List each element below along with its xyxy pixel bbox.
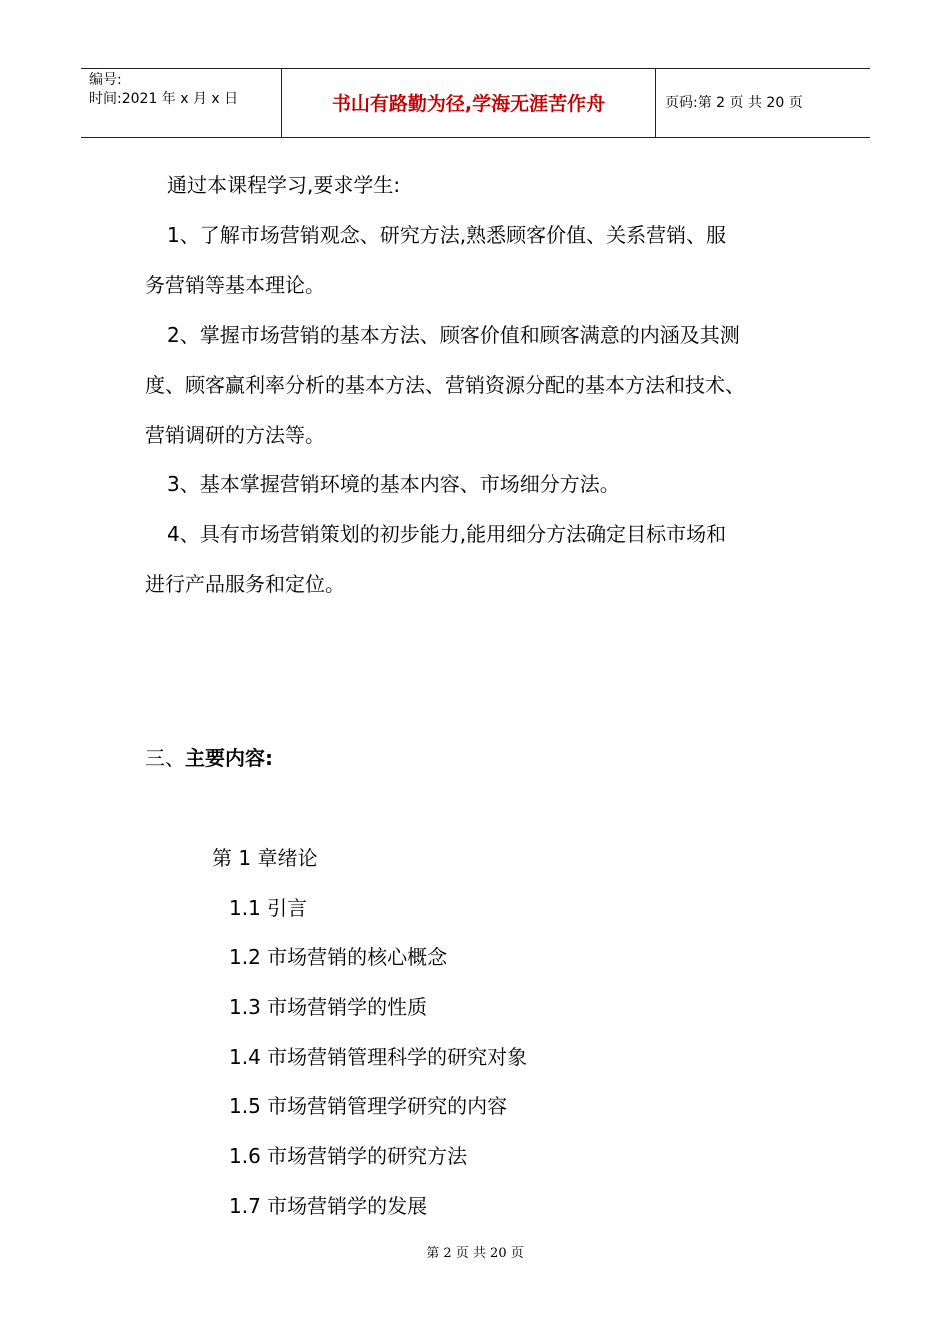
outline-item: 1.2 市场营销的核心概念 xyxy=(229,945,448,969)
section-heading-prefix: 三、 xyxy=(145,746,185,770)
outline-item: 1.3 市场营销学的性质 xyxy=(229,995,428,1019)
outline-item: 1.5 市场营销管理学研究的内容 xyxy=(229,1094,508,1118)
chapter-title: 第 1 章绪论 xyxy=(212,846,318,870)
outline-item: 1.7 市场营销学的发展 xyxy=(229,1194,428,1218)
page-footer: 第 2 页 共 20 页 xyxy=(426,1246,524,1261)
document-time-label: 时间:2021 年 x 月 x 日 xyxy=(89,91,239,107)
header-page-cell xyxy=(655,69,870,137)
requirement-1-line-1: 1、了解市场营销观念、研究方法,熟悉顾客价值、关系营销、服 xyxy=(167,223,727,247)
requirement-2-line-3: 营销调研的方法等。 xyxy=(145,423,325,447)
document-number-label: 编号: xyxy=(89,72,122,88)
header-motto: 书山有路勤为径,学海无涯苦作舟 xyxy=(331,93,606,115)
requirement-1-line-2: 务营销等基本理论。 xyxy=(145,273,325,297)
section-heading xyxy=(145,745,273,771)
requirement-3: 3、基本掌握营销环境的基本内容、市场细分方法。 xyxy=(167,472,620,496)
section-heading-title: 主要内容: xyxy=(185,746,273,770)
requirement-4-line-1: 4、具有市场营销策划的初步能力,能用细分方法确定目标市场和 xyxy=(167,522,727,546)
header-motto-cell xyxy=(281,69,656,137)
page-header xyxy=(81,68,870,138)
header-page-number: 页码:第 2 页 共 20 页 xyxy=(665,95,803,111)
requirement-2-line-1: 2、掌握市场营销的基本方法、顾客价值和顾客满意的内涵及其测 xyxy=(167,323,740,347)
outline-item: 1.6 市场营销学的研究方法 xyxy=(229,1144,468,1168)
outline-item: 1.1 引言 xyxy=(229,896,308,920)
intro-paragraph: 通过本课程学习,要求学生: xyxy=(167,173,401,197)
requirement-4-line-2: 进行产品服务和定位。 xyxy=(145,572,345,596)
requirement-2-line-2: 度、顾客赢利率分析的基本方法、营销资源分配的基本方法和技术、 xyxy=(145,373,745,397)
header-meta-cell xyxy=(81,69,281,137)
outline-item: 1.4 市场营销管理科学的研究对象 xyxy=(229,1045,528,1069)
